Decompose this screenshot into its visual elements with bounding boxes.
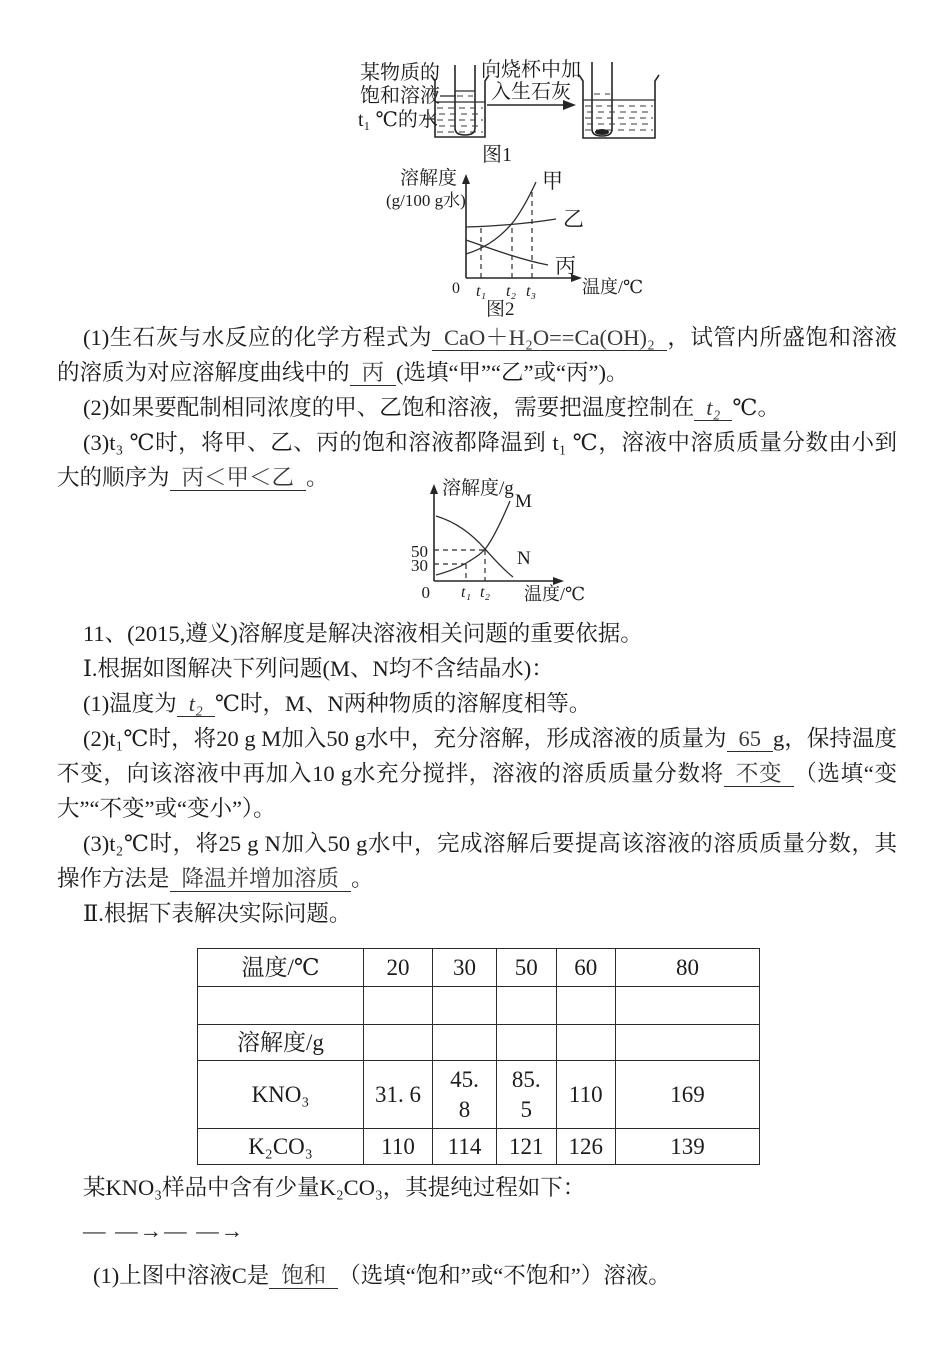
q1-answer-curve: 丙 — [350, 360, 397, 386]
figure2-curves — [466, 169, 584, 278]
tick-t1: t₁ — [476, 283, 487, 300]
table-cell: 110 — [556, 1061, 616, 1129]
q11-q2-pre: (2)t₁℃时，将20 g M加入50 g水中，充分溶解，形成溶液的质量为 — [83, 726, 727, 751]
curve-jia-label: 甲 — [542, 169, 563, 193]
q11-stem: 11、(2015,遵义)溶解度是解决溶液相关问题的重要依据。 — [83, 621, 643, 646]
table-cell — [433, 1025, 497, 1061]
figure3-mn-chart — [396, 478, 641, 610]
purification-q1 — [57, 1258, 897, 1293]
arrow-text-line1: 向烧杯中加 — [481, 59, 581, 81]
curve-n-path — [436, 516, 513, 577]
table-cell — [364, 1025, 433, 1061]
table-cell: 30 — [433, 949, 497, 987]
q11-q1 — [57, 686, 897, 721]
q3-answer-order: 丙＜甲＜乙 — [170, 465, 307, 491]
water-label: t₁ ℃的水 — [358, 109, 438, 131]
table-cell — [198, 987, 364, 1025]
q11-q2-answer-fraction: 不变 — [724, 761, 794, 787]
q11-q3-post: 。 — [351, 866, 374, 891]
y-axis-label: 溶解度/g — [442, 478, 514, 499]
q1-post: (选填“甲”“乙”或“丙”)。 — [396, 360, 629, 385]
table-cell: 85. 5 — [497, 1061, 557, 1129]
q2-pre: (2)如果要配制相同浓度的甲、乙饱和溶液，需要把温度控制在 — [83, 395, 695, 420]
question-11-text — [57, 616, 897, 931]
table-cell: 126 — [556, 1129, 616, 1165]
figure1-caption: 图1 — [482, 144, 512, 166]
table-row-empty — [198, 987, 760, 1025]
y-axis-label-line2: (g/100 g水) — [386, 191, 466, 210]
ytick-30: 30 — [411, 556, 428, 575]
table-row-k2co3 — [198, 1129, 760, 1165]
table-row-solubility-header — [198, 1025, 760, 1061]
table-cell: 110 — [364, 1129, 433, 1165]
q11-q2-answer-mass: 65 — [727, 726, 774, 752]
figure2-caption: 图2 — [486, 299, 515, 318]
table-cell: 60 — [556, 949, 616, 987]
figure2-guides — [476, 188, 536, 300]
q3-pre: (3)t₃ ℃时，将甲、乙、丙的饱和溶液都降温到 t₁ ℃，溶液中溶质质量分数由小到大的顺序为 — [57, 430, 897, 490]
table-cell: K₂CO₃ — [198, 1129, 364, 1165]
table-row-kno3 — [198, 1061, 760, 1129]
table-cell — [616, 987, 760, 1025]
purification-flow-arrows: — —→— —→ — [83, 1218, 246, 1243]
q11-q3-answer-method: 降温并增加溶质 — [170, 866, 352, 892]
table-cell — [364, 987, 433, 1025]
tick-t3: t₃ — [526, 283, 537, 300]
precipitate-solid — [595, 129, 609, 135]
arrow-text-line2: 入生石灰 — [491, 81, 571, 103]
table-cell — [616, 1025, 760, 1061]
table-cell: 80 — [616, 949, 760, 987]
y-axis-label-line1: 溶解度 — [400, 168, 458, 189]
figure3-axes — [422, 484, 586, 604]
curve-n-label: N — [517, 548, 531, 569]
table-cell — [497, 1025, 557, 1061]
figure3-guides — [434, 550, 485, 581]
solubility-table — [197, 948, 760, 1165]
ytick-50: 50 — [411, 542, 428, 561]
table-cell: 169 — [616, 1061, 760, 1129]
table-cell: 溶解度/g — [198, 1025, 364, 1061]
curve-bing-label: 丙 — [555, 254, 576, 278]
table-cell: 20 — [364, 949, 433, 987]
tick-t2: t₂ — [506, 283, 517, 300]
right-beaker-icon — [579, 62, 659, 138]
q1-pre: (1)生石灰与水反应的化学方程式为 — [83, 325, 432, 350]
q3-post: 。 — [306, 465, 329, 490]
xtick-t2: t₂ — [480, 584, 491, 601]
table-cell — [556, 1025, 616, 1061]
table-cell: 114 — [433, 1129, 497, 1165]
table-cell — [556, 987, 616, 1025]
table-row-temperature — [198, 949, 760, 987]
x-axis-label: 温度/℃ — [582, 277, 644, 297]
q11-q1-answer: t₂ — [177, 691, 215, 717]
q1-answer-equation: CaO＋H₂O==Ca(OH)₂ — [432, 325, 667, 351]
curve-yi-label: 乙 — [563, 207, 584, 231]
q11-part1-header: Ⅰ.根据如图解决下列问题(M、N均不含结晶水)： — [83, 656, 554, 681]
add-quicklime-arrow — [481, 58, 581, 110]
origin-label: 0 — [452, 280, 460, 297]
q1-mid: ，试管内所盛饱和溶液的溶质为对应溶解度曲线中的 — [57, 325, 897, 385]
table-cell: KNO₃ — [198, 1061, 364, 1129]
curve-m-label: M — [515, 491, 532, 512]
purification-q1-post: （选填“饱和”或“不饱和”）溶液。 — [338, 1263, 671, 1288]
table-cell: 31. 6 — [364, 1061, 433, 1129]
table-cell: 121 — [497, 1129, 557, 1165]
q2-answer-temp: t₂ — [694, 395, 732, 421]
figure2-solubility-chart — [386, 166, 656, 318]
q11-q1-pre: (1)温度为 — [83, 691, 177, 716]
q11-q3 — [57, 826, 897, 896]
q11-q2-post: （选填“变大”“不变”或“变小”）。 — [57, 761, 897, 821]
q11-q1-post: ℃时，M、N两种物质的溶解度相等。 — [214, 691, 592, 716]
figure1-apparatus-diagram — [348, 57, 678, 169]
table-cell: 45. 8 — [433, 1061, 497, 1129]
section-a-q2 — [57, 390, 897, 425]
curve-yi-path — [466, 219, 556, 227]
section-a-text — [57, 320, 897, 495]
x-axis-label: 温度/℃ — [524, 584, 586, 604]
q11-q2-mid: g，保持温度不变，向该溶液中再加入10 g水充分搅拌，溶液的溶质质量分数将 — [57, 726, 897, 786]
curve-bing-path — [466, 240, 548, 265]
table-cell: 50 — [497, 949, 557, 987]
substance-label-line1: 某物质的 — [360, 62, 440, 84]
q11-part2-header: Ⅱ.根据下表解决实际问题。 — [83, 901, 352, 926]
section-a-q1 — [57, 320, 897, 390]
figure3-curves — [436, 491, 532, 577]
purification-q1-pre: (1)上图中溶液C是 — [93, 1263, 270, 1288]
q11-q3-pre: (3)t₂℃时，将25 g N加入50 g水中，完成溶解后要提高该溶液的溶质质量分数，其操作方法是 — [57, 831, 897, 891]
q11-q2 — [57, 721, 897, 826]
xtick-t1: t₁ — [461, 584, 472, 601]
table-cell — [433, 987, 497, 1025]
origin-label: 0 — [421, 583, 430, 602]
purification-intro: 某KNO₃样品中含有少量K₂CO₃，其提纯过程如下： — [83, 1175, 586, 1200]
substance-label-line2: 饱和溶液 — [360, 85, 440, 107]
table-cell: 139 — [616, 1129, 760, 1165]
table-cell: 温度/℃ — [198, 949, 364, 987]
q2-post: ℃。 — [732, 395, 780, 420]
purification-q1-answer: 饱和 — [269, 1263, 338, 1289]
table-cell — [497, 987, 557, 1025]
purification-text — [57, 1170, 897, 1293]
